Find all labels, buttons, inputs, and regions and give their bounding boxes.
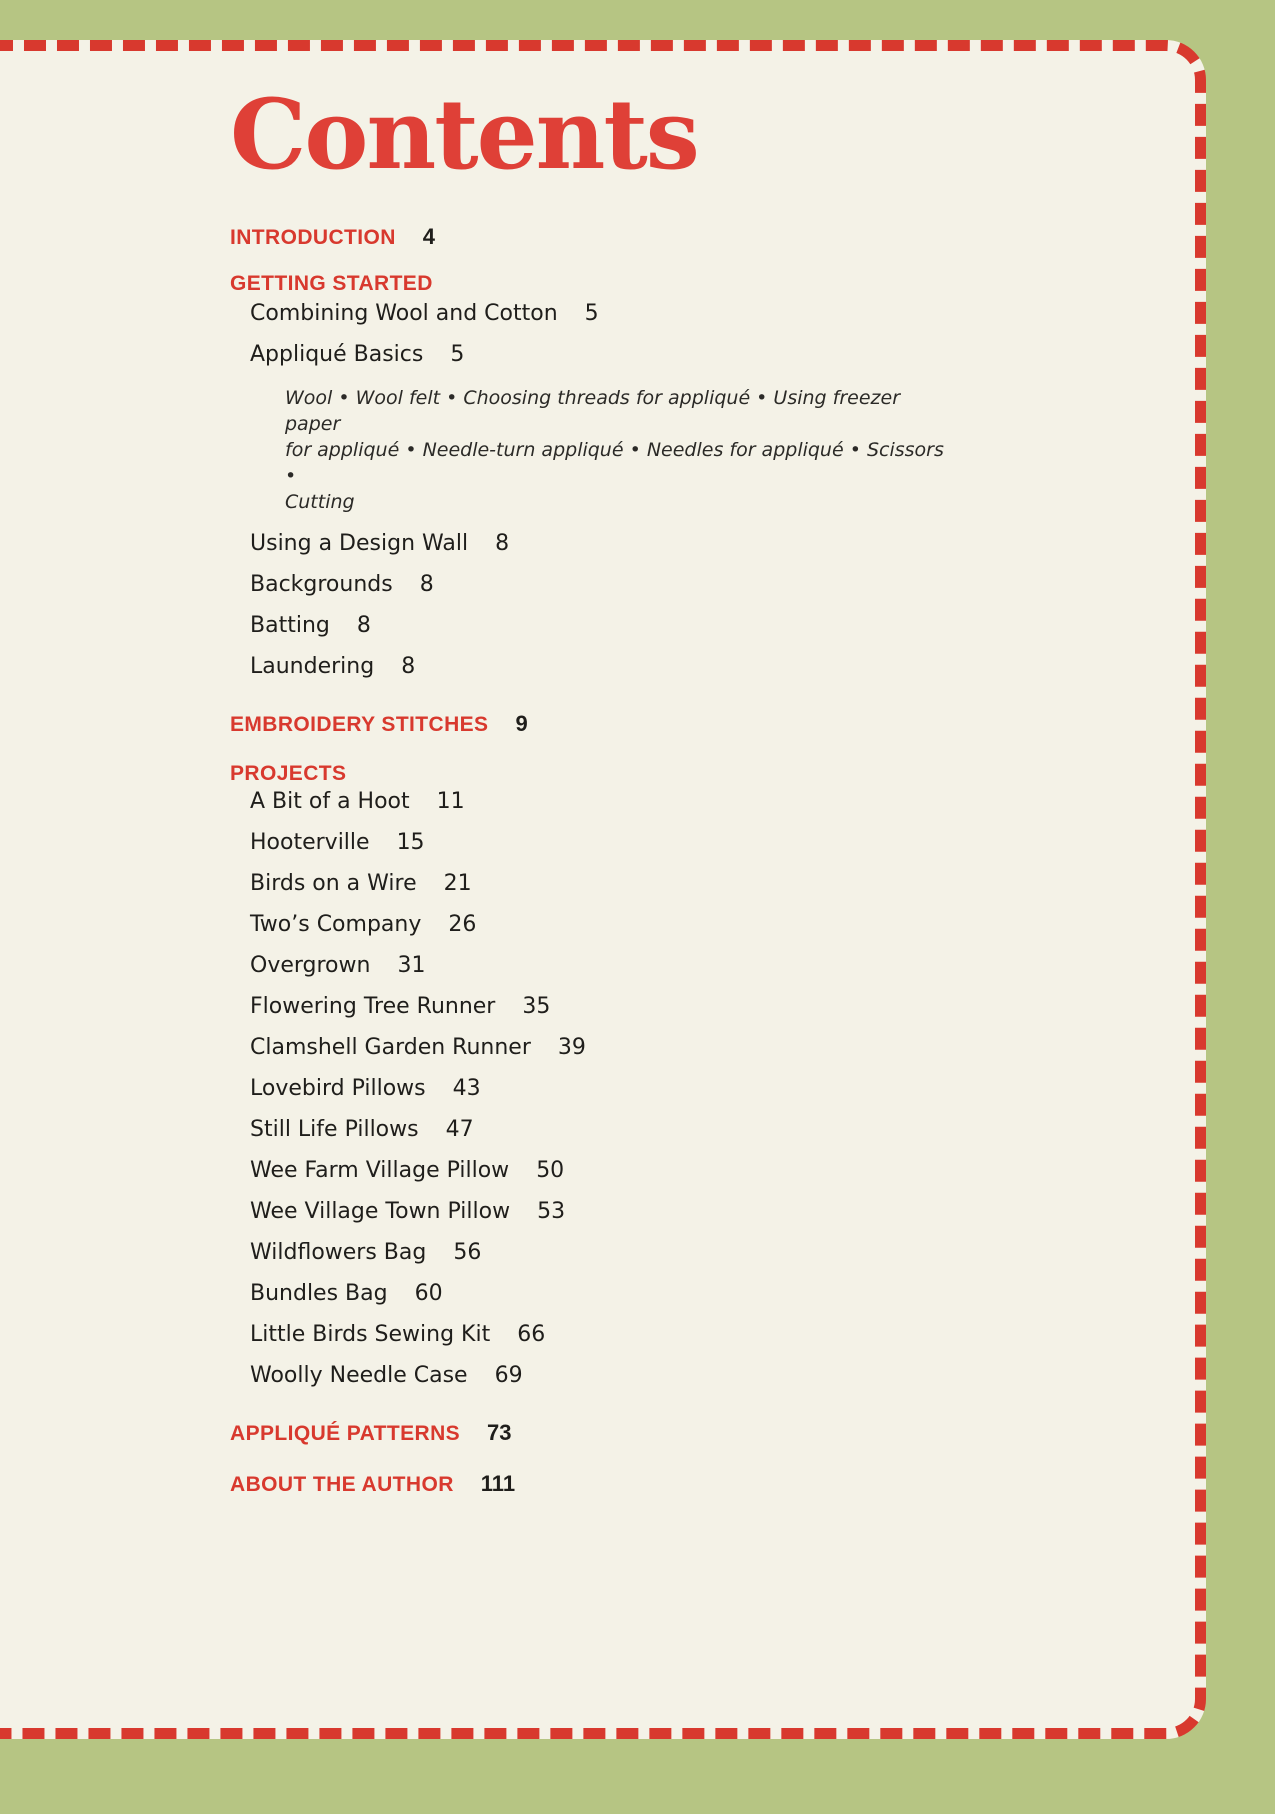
- entry-page-number: 35: [522, 994, 551, 1020]
- entry-page-number: 8: [419, 572, 434, 598]
- section-page-number: 73: [487, 1420, 512, 1446]
- entry-page-number: 47: [445, 1117, 474, 1143]
- entry-label: Wildflowers Bag: [250, 1240, 427, 1266]
- entry-label: Combining Wool and Cotton: [250, 301, 558, 327]
- entry-page-number: 21: [443, 871, 472, 897]
- entry-page-number: 50: [536, 1158, 565, 1184]
- entry-page-number: 26: [448, 912, 477, 938]
- subtopics-line: Wool • Wool felt • Choosing threads for appliqué • Using freezer paper: [285, 387, 901, 436]
- toc-entry: [250, 1117, 474, 1143]
- entry-page-number: 69: [494, 1363, 523, 1389]
- toc-entry: [250, 572, 434, 598]
- toc-entry: [250, 830, 425, 856]
- toc-entry: [250, 994, 550, 1020]
- entry-page-number: 43: [452, 1076, 481, 1102]
- toc-entry: [250, 1281, 443, 1307]
- entry-page-number: 11: [436, 789, 465, 815]
- entry-label: Clamshell Garden Runner: [250, 1035, 531, 1061]
- entry-page-number: 5: [450, 342, 465, 368]
- entry-page-number: 8: [401, 654, 416, 680]
- entry-label: Backgrounds: [250, 572, 393, 598]
- toc-entry: [250, 1363, 523, 1389]
- toc-entry: [250, 1240, 481, 1266]
- section-label: APPLIQUÉ PATTERNS: [230, 1422, 461, 1446]
- section-page-number: 9: [515, 711, 528, 737]
- toc-entry: [250, 613, 371, 639]
- entry-page-number: 53: [537, 1199, 566, 1225]
- entry-label: A Bit of a Hoot: [250, 789, 410, 815]
- toc-entry: [250, 871, 472, 897]
- entry-page-number: 15: [396, 830, 425, 856]
- toc-header-applique-patterns: [230, 1420, 512, 1447]
- toc-entry: [250, 654, 415, 680]
- toc-entry: [250, 912, 476, 938]
- toc-header-getting-started: [230, 271, 433, 297]
- entry-label: Wee Village Town Pillow: [250, 1199, 511, 1225]
- toc-header-introduction: [230, 224, 435, 251]
- subtopics-line: Cutting: [285, 491, 355, 514]
- entry-label: Two’s Company: [250, 912, 422, 938]
- toc-entry: [250, 953, 425, 979]
- entry-page-number: 66: [517, 1322, 546, 1348]
- toc-entry: [250, 342, 464, 368]
- toc-header-embroidery-stitches: [230, 711, 528, 738]
- entry-label: Batting: [250, 613, 330, 639]
- entry-label: Overgrown: [250, 953, 371, 979]
- table-of-contents: [230, 78, 950, 1498]
- entry-page-number: 39: [557, 1035, 586, 1061]
- toc-entry: [250, 789, 465, 815]
- entry-label: Woolly Needle Case: [250, 1363, 468, 1389]
- toc-entry: [250, 1076, 481, 1102]
- entry-page-number: 60: [414, 1281, 443, 1307]
- entry-label: Little Birds Sewing Kit: [250, 1322, 491, 1348]
- toc-entry: [250, 1322, 545, 1348]
- entry-label: Laundering: [250, 654, 375, 680]
- toc-entry: [250, 1035, 586, 1061]
- section-page-number: 4: [422, 224, 436, 250]
- section-label: INTRODUCTION: [230, 226, 396, 250]
- section-label: ABOUT THE AUTHOR: [230, 1473, 454, 1497]
- entry-label: Lovebird Pillows: [250, 1076, 426, 1102]
- entry-label: Using a Design Wall: [250, 531, 469, 557]
- toc-subtopics: [285, 385, 950, 515]
- entry-page-number: 8: [356, 613, 371, 639]
- toc-entry: [250, 1158, 564, 1184]
- section-page-number: 111: [480, 1471, 516, 1497]
- entry-label: Hooterville: [250, 830, 370, 856]
- subtopics-line: for appliqué • Needle-turn appliqué • Needles for appliqué • Scissors •: [285, 439, 944, 488]
- toc-header-about-the-author: [230, 1471, 515, 1498]
- entry-label: Still Life Pillows: [250, 1117, 419, 1143]
- toc-entry: [250, 1199, 565, 1225]
- section-label: GETTING STARTED: [230, 272, 433, 296]
- entry-label: Bundles Bag: [250, 1281, 388, 1307]
- toc-entry: [250, 531, 509, 557]
- toc-entry: [250, 301, 599, 327]
- entry-label: Birds on a Wire: [250, 871, 417, 897]
- entry-label: Wee Farm Village Pillow: [250, 1158, 510, 1184]
- entry-label: Flowering Tree Runner: [250, 994, 496, 1020]
- entry-page-number: 56: [453, 1240, 482, 1266]
- section-label: PROJECTS: [230, 762, 347, 786]
- section-label: EMBROIDERY STITCHES: [230, 713, 489, 737]
- toc-header-projects: [230, 761, 346, 787]
- page-title: Contents: [230, 78, 698, 191]
- entry-page-number: 31: [397, 953, 426, 979]
- entry-page-number: 8: [495, 531, 510, 557]
- entry-label: Appliqué Basics: [250, 342, 424, 368]
- entry-page-number: 5: [584, 301, 599, 327]
